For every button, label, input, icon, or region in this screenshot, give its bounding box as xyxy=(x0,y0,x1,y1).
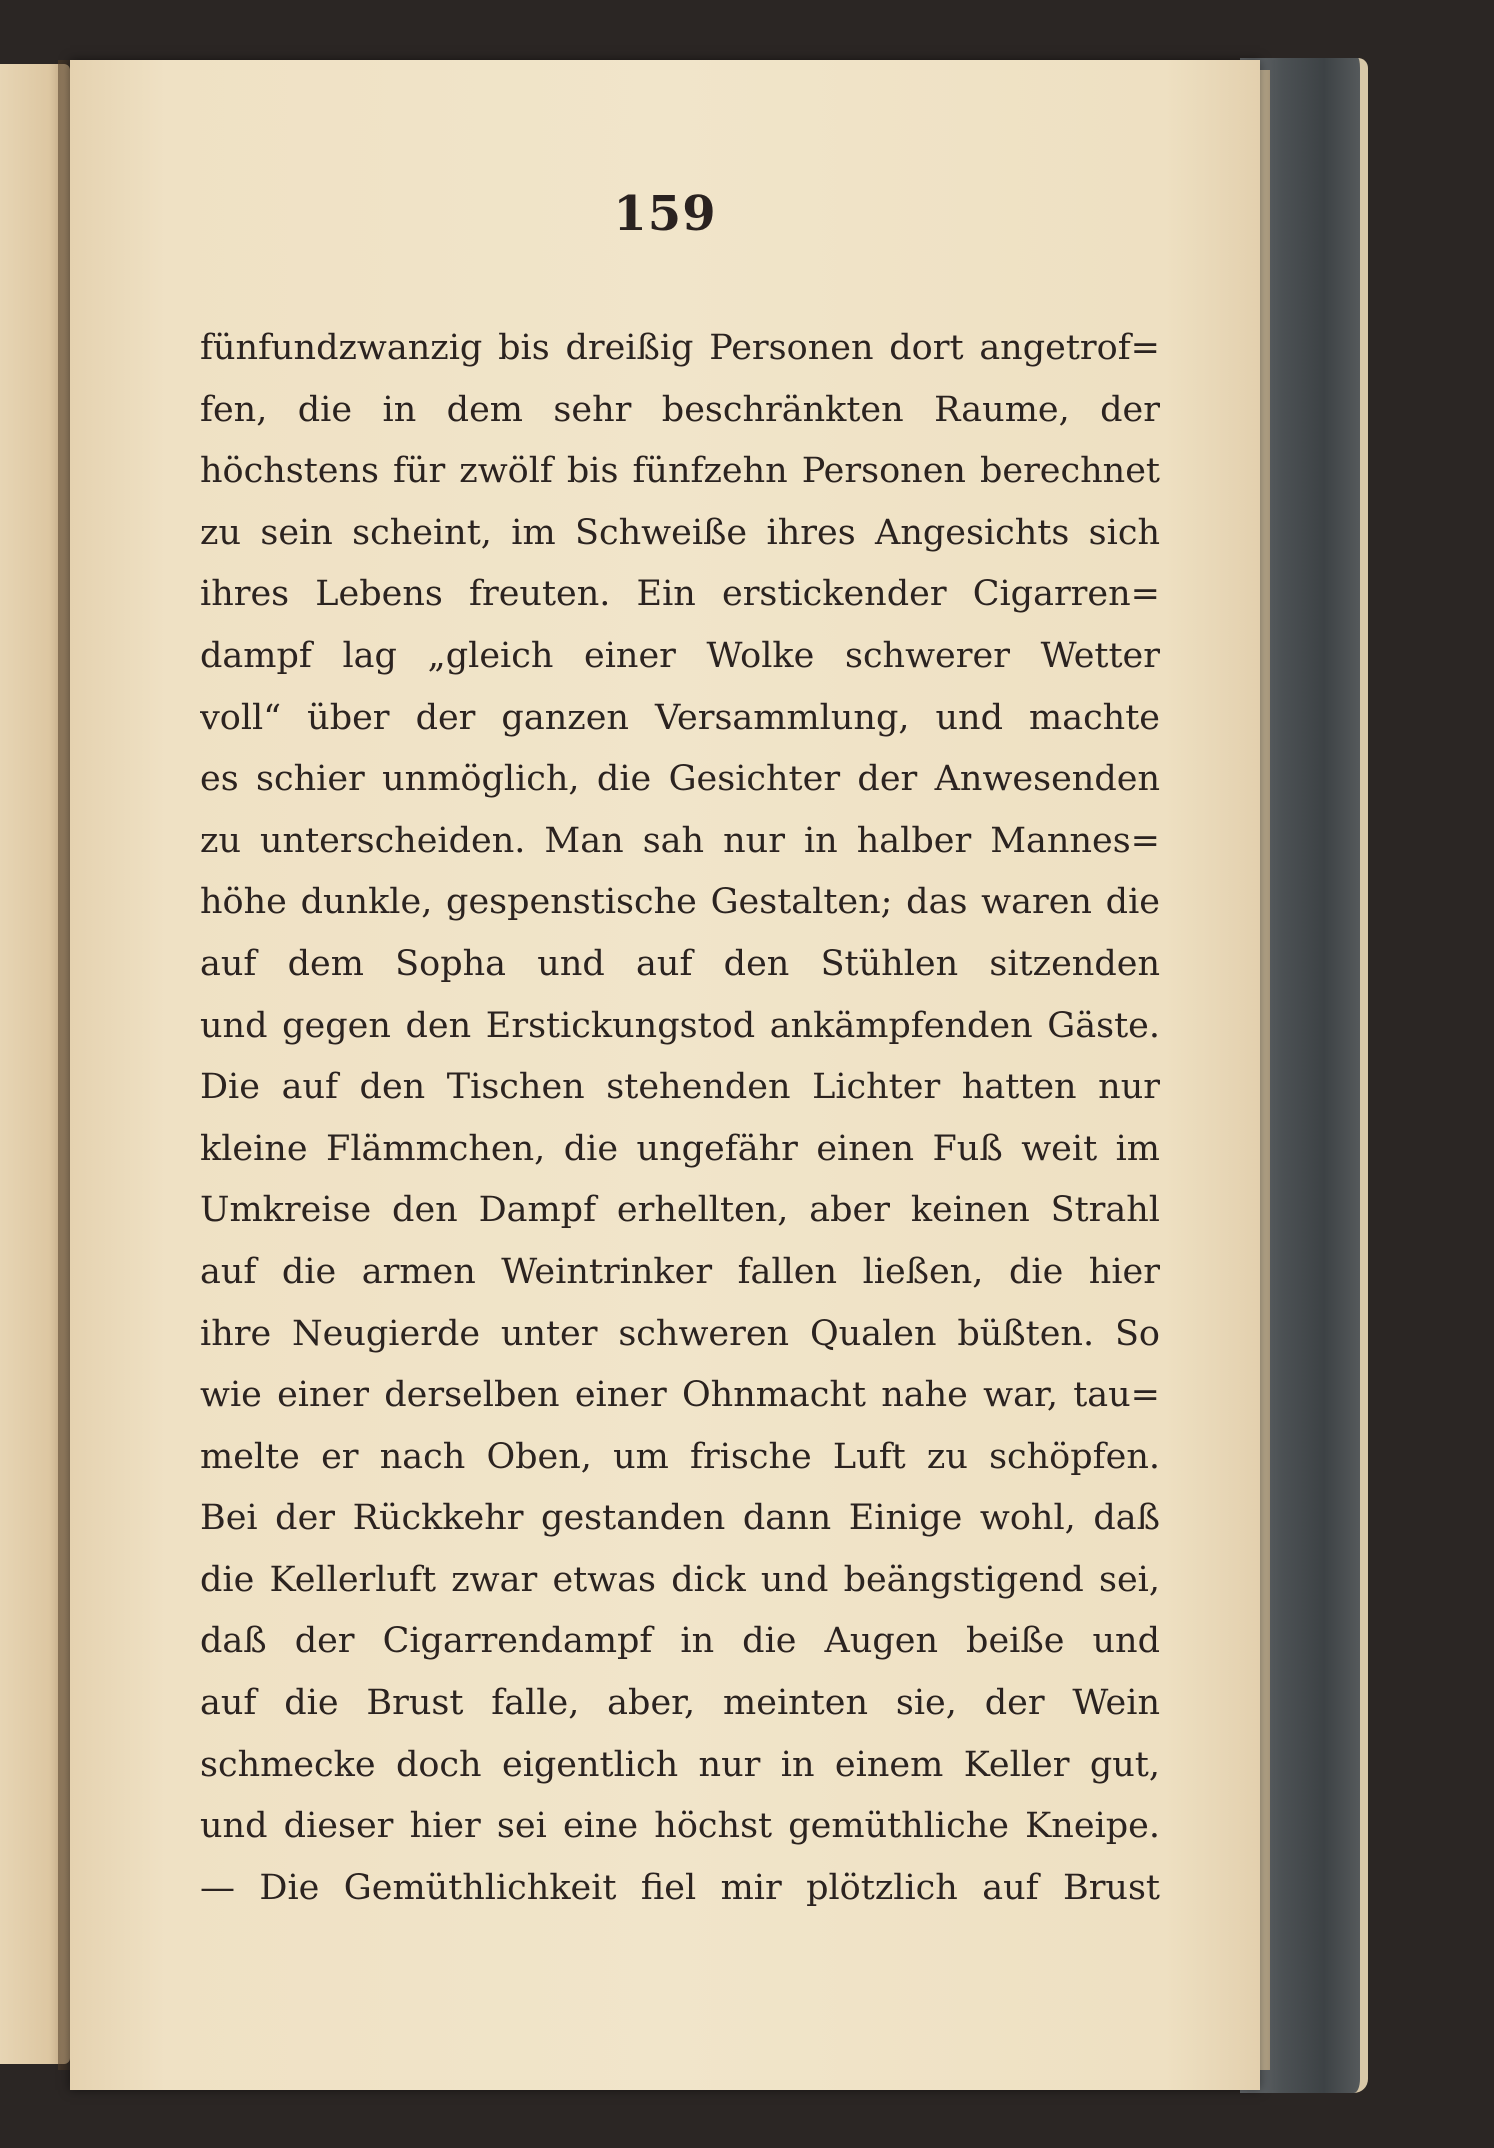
text-line: auf dem Sopha und auf den Stühlen sitzenden xyxy=(200,943,1160,984)
text-line: kleine Flämmchen, die ungefähr einen Fuß weit im xyxy=(200,1128,1160,1169)
text-line: und dieser hier sei eine höchst gemüthliche Kneipe. xyxy=(200,1806,1160,1847)
text-line: ihre Neugierde unter schweren Qualen büßten. So xyxy=(200,1313,1160,1354)
text-line: auf die Brust falle, aber, meinten sie, der Wein xyxy=(200,1683,1160,1724)
text-line: und gegen den Erstickungstod ankämpfenden Gäste. xyxy=(200,1005,1160,1046)
text-line: die Kellerluft zwar etwas dick und beängstigend sei, xyxy=(200,1559,1160,1600)
text-line: daß der Cigarrendampf in die Augen beiße und xyxy=(200,1621,1160,1662)
text-line: es schier unmöglich, die Gesichter der Anwesenden xyxy=(200,759,1160,800)
text-line: Bei der Rückkehr gestanden dann Einige wohl, daß xyxy=(200,1498,1160,1539)
text-line: voll“ über der ganzen Versammlung, und machte xyxy=(200,697,1160,738)
text-line: zu unterscheiden. Man sah nur in halber Mannes= xyxy=(200,820,1160,861)
text-line: dampf lag „gleich einer Wolke schwerer Wetter xyxy=(200,635,1160,676)
book-page xyxy=(70,60,1260,2090)
text-line: auf die armen Weintrinker fallen ließen, die hier xyxy=(200,1251,1160,1292)
text-line: ihres Lebens freuten. Ein erstickender Cigarren= xyxy=(200,574,1160,615)
text-line: — Die Gemüthlichkeit fiel mir plötzlich auf Brust xyxy=(200,1867,1160,1908)
text-line: wie einer derselben einer Ohnmacht nahe war, tau= xyxy=(200,1375,1160,1416)
text-line: Die auf den Tischen stehenden Lichter hatten nur xyxy=(200,1067,1160,1108)
page-number: 159 xyxy=(613,186,717,242)
text-line: Umkreise den Dampf erhellten, aber keinen Strahl xyxy=(200,1190,1160,1231)
text-line: fünfundzwanzig bis dreißig Personen dort angetrof= xyxy=(200,328,1160,368)
text-line: höhe dunkle, gespenstische Gestalten; das waren die xyxy=(200,882,1160,923)
text-line: höchstens für zwölf bis fünfzehn Personen berechnet xyxy=(200,451,1160,492)
text-line: zu sein scheint, im Schweiße ihres Angesichts sich xyxy=(200,512,1160,553)
text-line: fen, die in dem sehr beschränkten Raume, der xyxy=(200,389,1160,430)
text-line: schmecke doch eigentlich nur in einem Keller gut, xyxy=(200,1744,1160,1785)
text-line: melte er nach Oben, um frische Luft zu schöpfen. xyxy=(200,1436,1160,1477)
body-text xyxy=(200,318,1160,1919)
